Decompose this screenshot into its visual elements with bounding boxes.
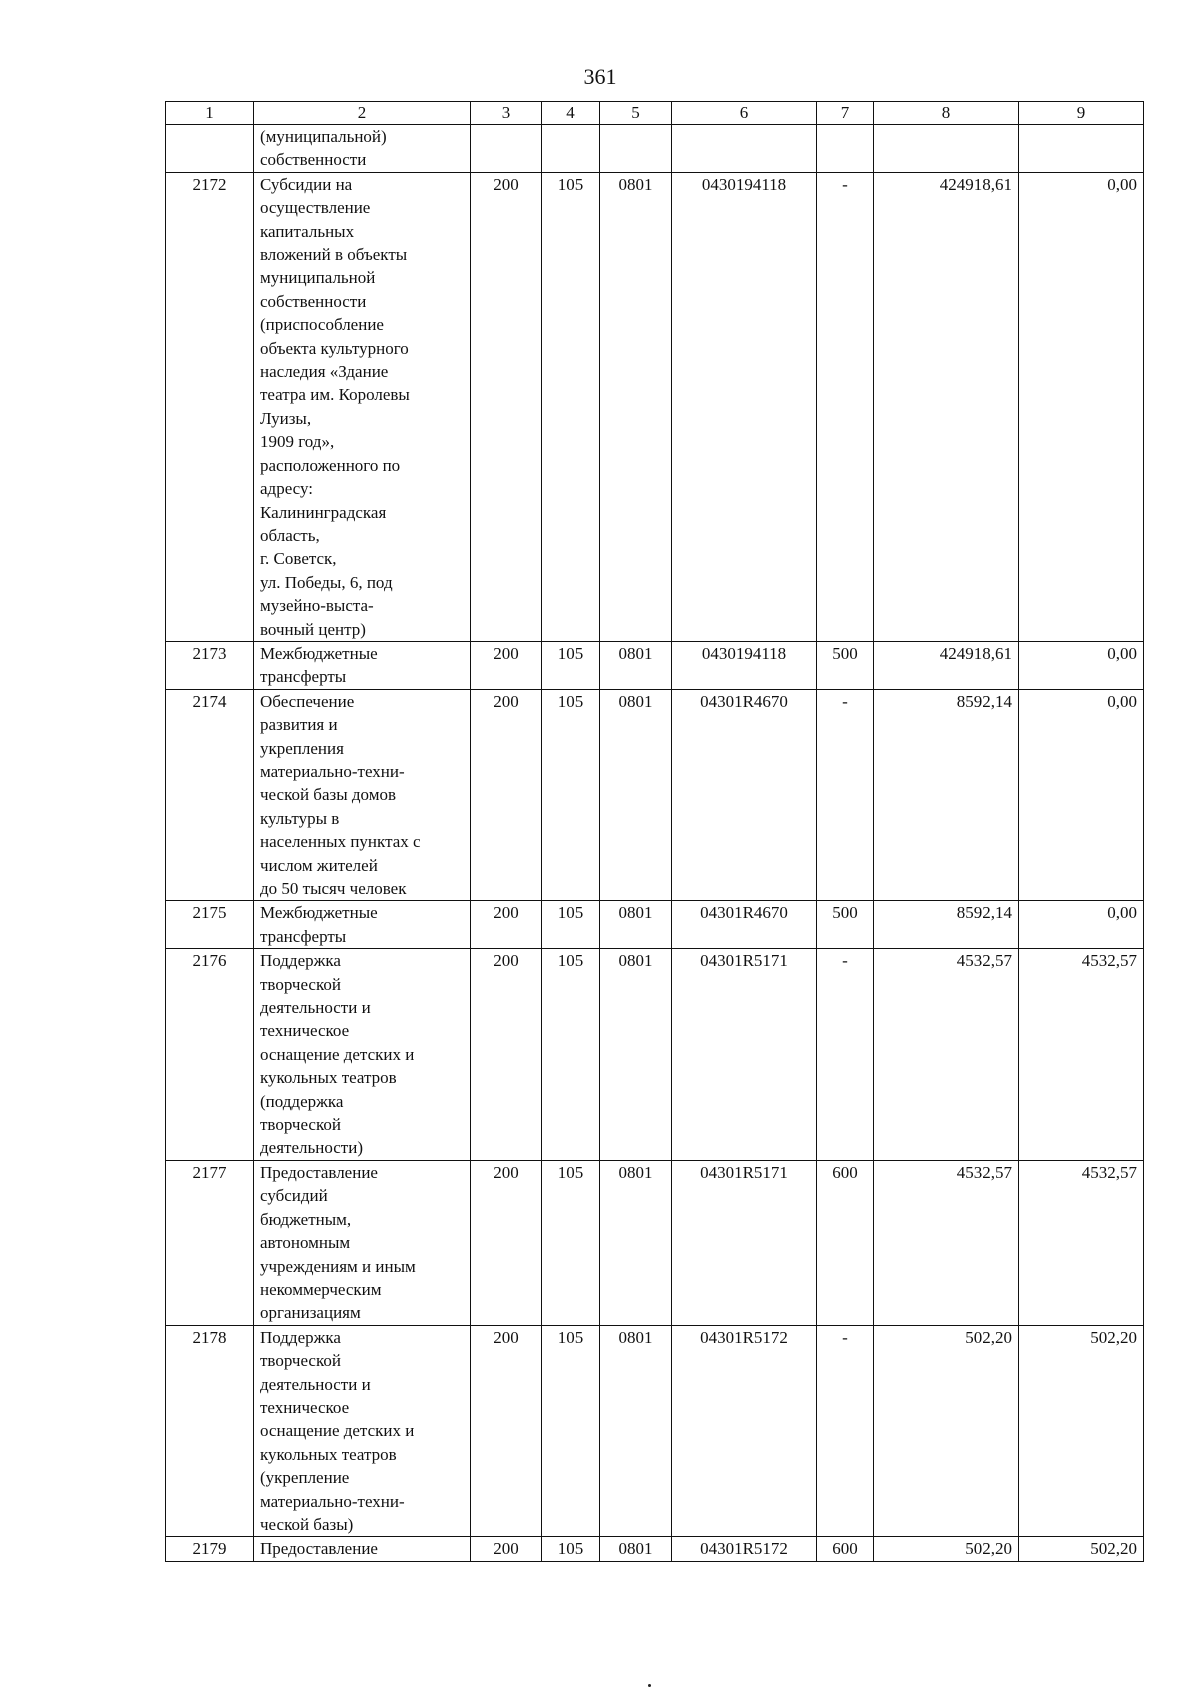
cell-col5: 0801 — [600, 901, 672, 949]
table-row — [166, 641, 1144, 689]
row-number: 2176 — [166, 949, 254, 1161]
row-name: Предоставление — [254, 1537, 471, 1561]
cell-col8: 4532,57 — [874, 949, 1019, 1161]
table-row — [166, 1325, 1144, 1537]
cell-col4: 105 — [542, 949, 600, 1161]
table-row — [166, 689, 1144, 901]
row-name: (муниципальной) собственности — [254, 125, 471, 173]
cell-col3: 200 — [471, 901, 542, 949]
cell-col5: 0801 — [600, 1325, 672, 1537]
cell-col7 — [817, 125, 874, 173]
table-row — [166, 1537, 1144, 1561]
cell-col6: 04301R5172 — [672, 1325, 817, 1537]
cell-col4: 105 — [542, 641, 600, 689]
cell-col4: 105 — [542, 172, 600, 641]
table-header-row — [166, 102, 1144, 125]
row-name: Поддержка творческой деятельности и техническое оснащение детских и кукольных театров (поддержка творческой деятельности) — [254, 949, 471, 1161]
cell-col3: 200 — [471, 949, 542, 1161]
cell-col3: 200 — [471, 689, 542, 901]
cell-col5: 0801 — [600, 1537, 672, 1561]
cell-col5: 0801 — [600, 689, 672, 901]
row-name: Обеспечение развития и укрепления материально-техни- ческой базы домов культуры в населенных пунктах с числом жителей до 50 тысяч человек — [254, 689, 471, 901]
row-number: 2174 — [166, 689, 254, 901]
column-header: 7 — [817, 102, 874, 125]
cell-col7: 500 — [817, 901, 874, 949]
row-number: 2175 — [166, 901, 254, 949]
row-number: 2178 — [166, 1325, 254, 1537]
cell-col5: 0801 — [600, 641, 672, 689]
cell-col9: 4532,57 — [1019, 1160, 1144, 1325]
table-row — [166, 125, 1144, 173]
cell-col5: 0801 — [600, 172, 672, 641]
cell-col8: 502,20 — [874, 1537, 1019, 1561]
cell-col3: 200 — [471, 1160, 542, 1325]
budget-table — [165, 101, 1144, 1562]
cell-col7: 600 — [817, 1160, 874, 1325]
cell-col5 — [600, 125, 672, 173]
cell-col4: 105 — [542, 1537, 600, 1561]
cell-col7: - — [817, 1325, 874, 1537]
cell-col6: 04301R4670 — [672, 689, 817, 901]
cell-col4: 105 — [542, 1325, 600, 1537]
cell-col7: 600 — [817, 1537, 874, 1561]
cell-col3: 200 — [471, 1537, 542, 1561]
row-number — [166, 125, 254, 173]
cell-col8: 502,20 — [874, 1325, 1019, 1537]
cell-col5: 0801 — [600, 1160, 672, 1325]
cell-col7: - — [817, 949, 874, 1161]
row-name: Предоставление субсидий бюджетным, автономным учреждениям и иным некоммерческим организациям — [254, 1160, 471, 1325]
cell-col4: 105 — [542, 901, 600, 949]
table-row — [166, 901, 1144, 949]
cell-col8: 424918,61 — [874, 641, 1019, 689]
cell-col9: 0,00 — [1019, 172, 1144, 641]
row-number: 2173 — [166, 641, 254, 689]
column-header: 9 — [1019, 102, 1144, 125]
cell-col3: 200 — [471, 172, 542, 641]
row-number: 2177 — [166, 1160, 254, 1325]
cell-col6 — [672, 125, 817, 173]
cell-col8: 4532,57 — [874, 1160, 1019, 1325]
cell-col8: 8592,14 — [874, 689, 1019, 901]
cell-col4 — [542, 125, 600, 173]
cell-col9: 0,00 — [1019, 689, 1144, 901]
cell-col7: 500 — [817, 641, 874, 689]
cell-col8: 8592,14 — [874, 901, 1019, 949]
cell-col8: 424918,61 — [874, 172, 1019, 641]
column-header: 4 — [542, 102, 600, 125]
cell-col6: 04301R5171 — [672, 1160, 817, 1325]
cell-col6: 04301R5172 — [672, 1537, 817, 1561]
cell-col3 — [471, 125, 542, 173]
page-number: 361 — [583, 64, 617, 89]
cell-col9: 4532,57 — [1019, 949, 1144, 1161]
column-header: 5 — [600, 102, 672, 125]
cell-col3: 200 — [471, 1325, 542, 1537]
cell-col7: - — [817, 689, 874, 901]
cell-col6: 0430194118 — [672, 172, 817, 641]
table-row — [166, 1160, 1144, 1325]
column-header: 1 — [166, 102, 254, 125]
table-row — [166, 949, 1144, 1161]
row-name: Межбюджетные трансферты — [254, 641, 471, 689]
row-number: 2172 — [166, 172, 254, 641]
cell-col4: 105 — [542, 689, 600, 901]
row-name: Межбюджетные трансферты — [254, 901, 471, 949]
cell-col9 — [1019, 125, 1144, 173]
cell-col6: 04301R4670 — [672, 901, 817, 949]
row-name: Субсидии на осуществление капитальных вложений в объекты муниципальной собственности (приспособление объекта культурного наследия «Здание театра им. Королевы Луизы, 1909 год», расположенного по адресу: Калининградская область, г. Советск, ул. Победы, 6, под музейно-выста- вочный центр) — [254, 172, 471, 641]
cell-col4: 105 — [542, 1160, 600, 1325]
cell-col9: 0,00 — [1019, 901, 1144, 949]
cell-col3: 200 — [471, 641, 542, 689]
cell-col9: 502,20 — [1019, 1325, 1144, 1537]
cell-col6: 0430194118 — [672, 641, 817, 689]
column-header: 6 — [672, 102, 817, 125]
row-name: Поддержка творческой деятельности и техническое оснащение детских и кукольных театров (укрепление материально-техни- ческой базы) — [254, 1325, 471, 1537]
cell-col9: 502,20 — [1019, 1537, 1144, 1561]
cell-col7: - — [817, 172, 874, 641]
table-row — [166, 172, 1144, 641]
row-number: 2179 — [166, 1537, 254, 1561]
cell-col6: 04301R5171 — [672, 949, 817, 1161]
column-header: 3 — [471, 102, 542, 125]
column-header: 8 — [874, 102, 1019, 125]
cell-col5: 0801 — [600, 949, 672, 1161]
column-header: 2 — [254, 102, 471, 125]
cell-col9: 0,00 — [1019, 641, 1144, 689]
cell-col8 — [874, 125, 1019, 173]
scan-dot-mark — [648, 1684, 651, 1687]
